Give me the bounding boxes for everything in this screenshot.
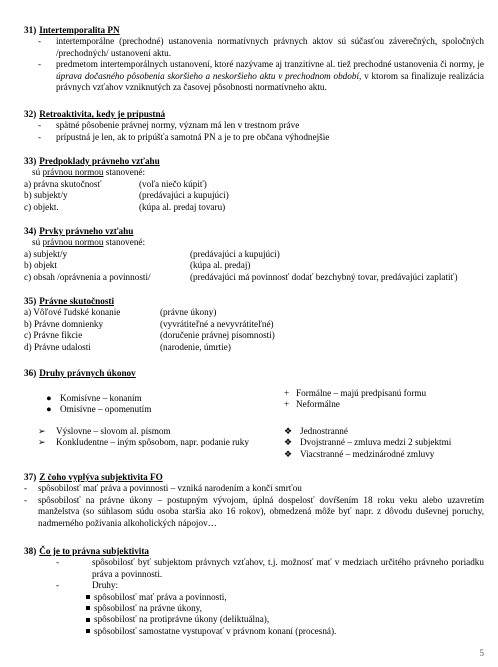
list-item: + Formálne – majú predpísanú formu [284, 388, 427, 398]
list-right-2 [284, 426, 484, 460]
section-35 [24, 296, 484, 353]
section-heading: 38) Čo je to právna subjektivita [24, 546, 149, 556]
list-item: c) Právne fikcie (doručenie právnej písomnosti) [24, 330, 275, 341]
section-36 [24, 368, 484, 379]
list-item: a) Vôľové ľudské konanie (právne úkony) [24, 307, 217, 318]
section-heading: 33) Predpoklady právneho vzťahu [24, 156, 160, 166]
list-item: spôsobilosť mať práva a povinnosti, [86, 592, 484, 603]
list-item: c) objekt. (kúpa al. predaj tovaru) [24, 201, 226, 212]
list-item: spôsobilosť na právne úkony, [86, 603, 484, 614]
list-item: + Neformálne [284, 399, 340, 410]
section-heading: 35) Právne skutočnosti [24, 296, 115, 306]
list-item: spôsobilosť na protiprávne úkony (deliktuálna), [86, 614, 484, 625]
list-item: ● Komisívne – konaním [46, 393, 142, 403]
list-item: - spôsobilosť mať práva a povinnosti – vzniká narodením a končí smrťou [24, 483, 302, 494]
list-item: ❖ Dvojstranné – zmluva medzi 2 subjektmi [284, 437, 452, 448]
list-item: b) Právne domnienky (vyvrátiteľné a nevyvrátiteľné) [24, 318, 274, 329]
list-left-1 [46, 393, 276, 416]
list-right-1 [284, 388, 484, 411]
section-lead: sú právnou normou stanovené: [32, 167, 146, 178]
list-item: b) objekt (kúpa al. predaj) [24, 260, 251, 271]
list-item: d) Právne udalosti (narodenie, úmrtie) [24, 341, 231, 352]
section-heading: 31) Intertemporalita PN [24, 25, 120, 35]
list-item: ➢ Konkludentne – iným spôsobom, napr. podanie ruky [38, 437, 249, 448]
section-34 [24, 226, 484, 283]
list-item: ➢ Výslovne – slovom al. písmom [38, 426, 171, 436]
list-item: - Druhy: [56, 580, 119, 591]
list-item: - spôsobilosť na právne úkony – postupným vývojom, úplná dospelosť dovŕšením 18 roku veku alebo uzavretím manželstva (so súhlasom súdu osoba staršia ako 16 rokov), obmedzená môže byť napr. z dôvodu duševnej poruchy, nadmerného požívania alkoholických nápojov… [24, 494, 484, 528]
list-item: - spôsobilosť byť subjektom právnych vzťahov, t.j. možnosť mať v medziach určitého právneho poriadku práva a povinnosti. [56, 557, 484, 579]
list-item: a) subjekt/y (predávajúci a kupujúci) [24, 248, 280, 259]
section-32 [24, 109, 484, 143]
section-33 [24, 156, 484, 213]
section-heading: 32) Retroaktivita, kedy je prípustná [24, 109, 166, 119]
page-number: 5 [479, 647, 484, 658]
list-item: ❖ Viacstranné – medzinárodné zmluvy [284, 448, 435, 459]
section-heading: 37) Z čoho vyplýva subjektivita FO [24, 472, 163, 482]
list-item: b) subjekt/y (predávajúci a kupujúci) [24, 190, 229, 201]
list-item: - intertemporálne (prechodné) ustanovenia normatívnych právnych aktov sú súčasťou záverečných, spoločných /prechodných/ ustanovení aktu. [38, 36, 484, 58]
list-item: - prípustná je len, ak to pripúšťa samotná PN a je to pre občana výhodnejšie [38, 131, 330, 142]
list-item: - predmetom intertemporálnych ustanovení, ktoré nazývame aj tranzitívne al. tiež prechodné ustanovenia či normy, je úprava dočasného pôsobenia skoršieho a neskoršieho aktu v prechodnom období, v ktorom sa finalizuje realizácia právnych vzťahov vzniknutých za časovej pôsobnosti normatívneho aktu. [38, 59, 484, 93]
list-item: spôsobilosť samostatne vystupovať v právnom konaní (procesná). [86, 626, 484, 637]
list-item: ❖ Jednostranné [284, 426, 348, 436]
section-lead: sú právnou normou stanovené: [32, 237, 146, 248]
section-heading: 34) Prvky právneho vzťahu [24, 226, 134, 236]
list-item: a) právna skutočnosť (voľa niečo kúpiť) [24, 178, 207, 189]
section-38 [24, 546, 484, 637]
list-item: - spätné pôsobenie právnej normy, význam má len v trestnom práve [38, 120, 300, 131]
section-31 [24, 25, 484, 93]
section-37 [24, 472, 484, 529]
sub-list [24, 592, 484, 638]
list-item: c) obsah /oprávnenia a povinnosti/ (predávajúci má povinnosť dodať bezchybný tovar, predávajúci zaplatiť) [24, 271, 458, 282]
list-left-2 [38, 426, 280, 449]
section-heading: 36) Druhy právnych úkonov [24, 368, 136, 378]
list-item: ● Omisívne – opomenutím [46, 404, 152, 415]
